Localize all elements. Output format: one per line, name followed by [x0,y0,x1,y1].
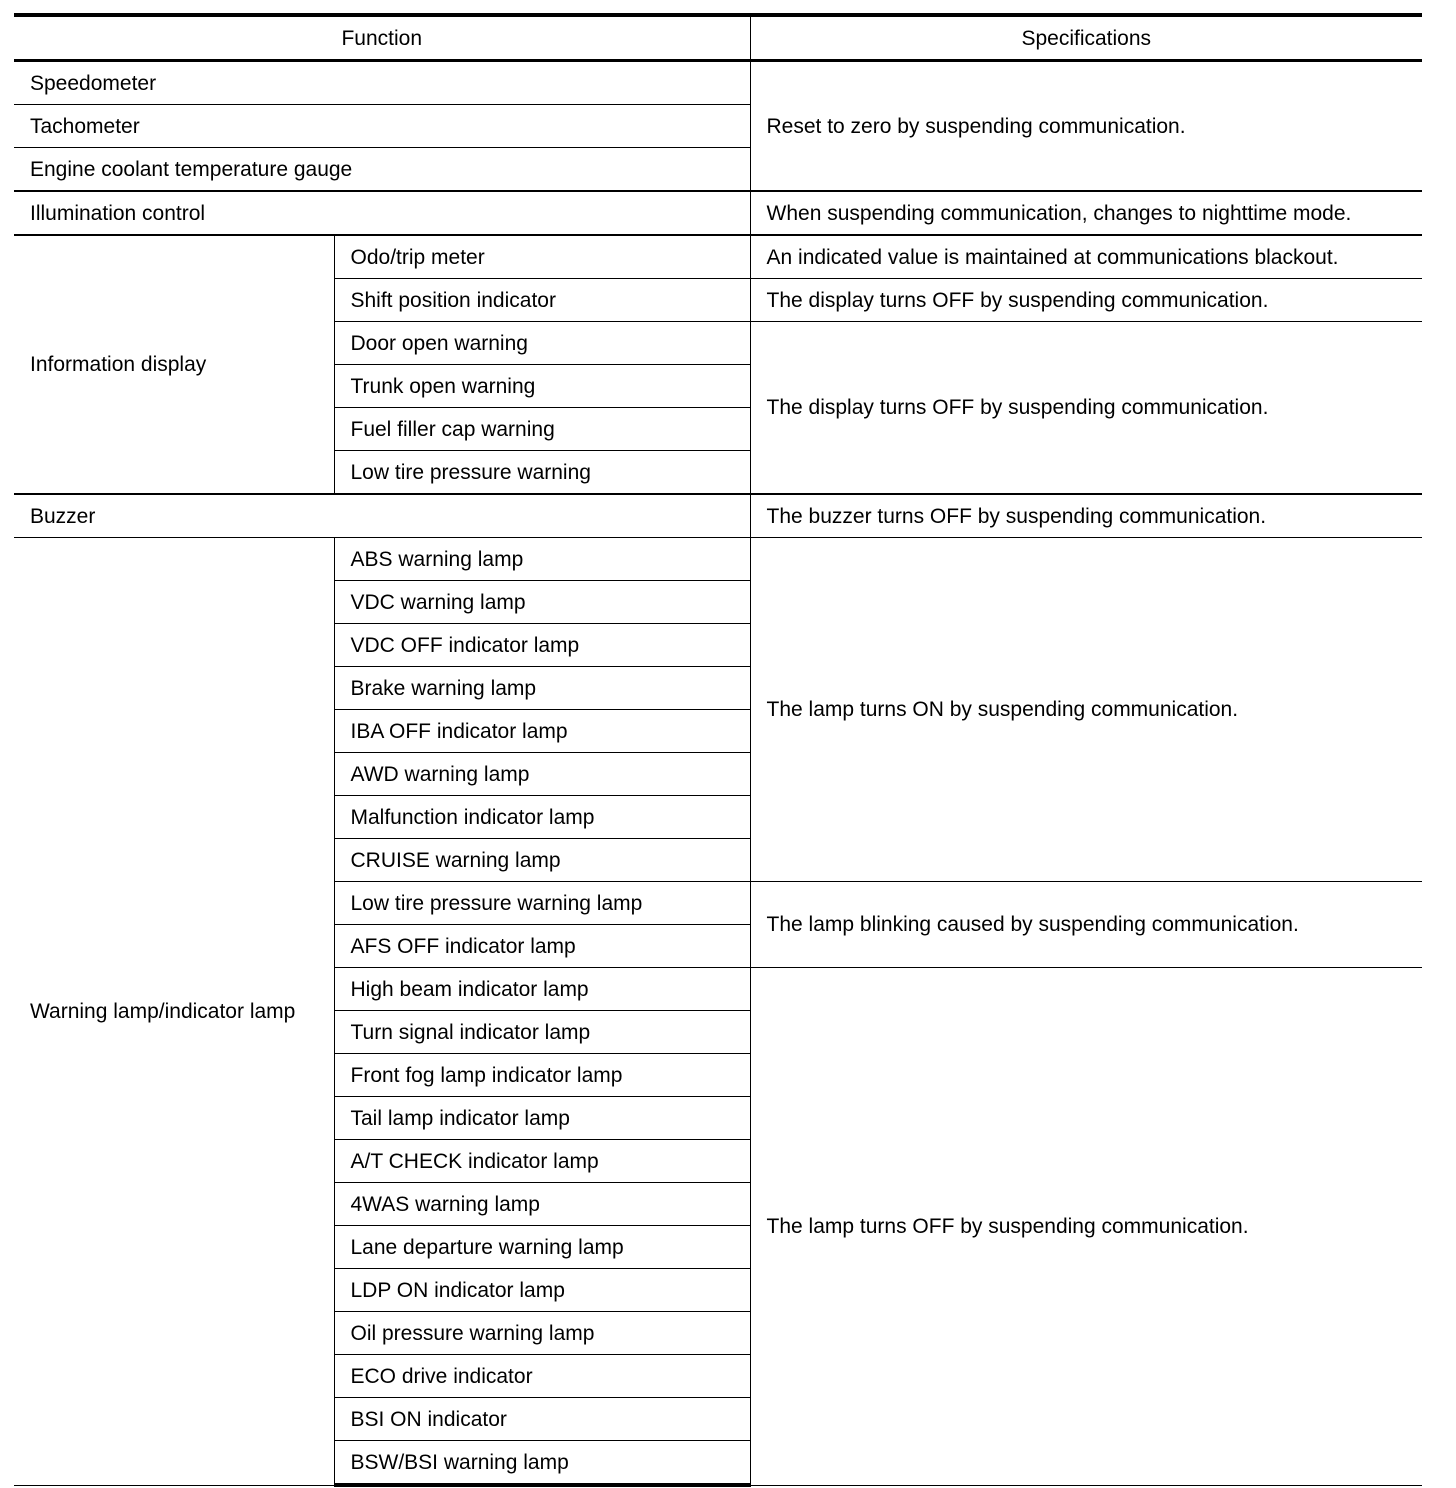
specification-cell: The lamp turns OFF by suspending communication. [750,968,1422,1486]
function-cell: Lane departure warning lamp [334,1226,750,1269]
function-cell: Engine coolant temperature gauge [14,148,750,192]
function-header: Function [14,15,750,61]
function-cell: Brake warning lamp [334,667,750,710]
function-cell: Oil pressure warning lamp [334,1312,750,1355]
category-cell: Warning lamp/indicator lamp [14,538,334,1486]
function-cell: Front fog lamp indicator lamp [334,1054,750,1097]
specifications-table [14,13,1422,1487]
function-cell: Fuel filler cap warning [334,408,750,451]
specification-cell: Reset to zero by suspending communication. [750,61,1422,192]
function-cell: Shift position indicator [334,279,750,322]
function-cell: Illumination control [14,191,750,235]
function-cell: A/T CHECK indicator lamp [334,1140,750,1183]
table-row [14,61,1422,105]
function-cell: ECO drive indicator [334,1355,750,1398]
function-cell: High beam indicator lamp [334,968,750,1011]
table-header-row [14,15,1422,61]
specification-cell: The buzzer turns OFF by suspending communication. [750,494,1422,538]
function-cell: Tail lamp indicator lamp [334,1097,750,1140]
table-row [14,494,1422,538]
function-cell: AFS OFF indicator lamp [334,925,750,968]
function-cell: VDC OFF indicator lamp [334,624,750,667]
specification-cell: The display turns OFF by suspending communication. [750,279,1422,322]
function-cell: VDC warning lamp [334,581,750,624]
specification-cell: The lamp blinking caused by suspending communication. [750,882,1422,968]
specifications-header: Specifications [750,15,1422,61]
function-cell: IBA OFF indicator lamp [334,710,750,753]
function-cell: BSI ON indicator [334,1398,750,1441]
table-row [14,235,1422,279]
function-cell: Trunk open warning [334,365,750,408]
specification-cell: The lamp turns ON by suspending communication. [750,538,1422,882]
table-row [14,191,1422,235]
category-cell: Information display [14,235,334,494]
function-cell: Turn signal indicator lamp [334,1011,750,1054]
function-cell: BSW/BSI warning lamp [334,1441,750,1486]
function-cell: Tachometer [14,105,750,148]
function-cell: CRUISE warning lamp [334,839,750,882]
function-cell: Low tire pressure warning lamp [334,882,750,925]
function-cell: Odo/trip meter [334,235,750,279]
function-cell: Door open warning [334,322,750,365]
function-cell: 4WAS warning lamp [334,1183,750,1226]
function-cell: LDP ON indicator lamp [334,1269,750,1312]
function-cell: Speedometer [14,61,750,105]
function-cell: ABS warning lamp [334,538,750,581]
specification-cell: The display turns OFF by suspending communication. [750,322,1422,495]
function-cell: AWD warning lamp [334,753,750,796]
specification-cell: When suspending communication, changes to nighttime mode. [750,191,1422,235]
function-cell: Malfunction indicator lamp [334,796,750,839]
function-cell: Low tire pressure warning [334,451,750,495]
table-row [14,538,1422,581]
function-cell: Buzzer [14,494,750,538]
specification-cell: An indicated value is maintained at communications blackout. [750,235,1422,279]
